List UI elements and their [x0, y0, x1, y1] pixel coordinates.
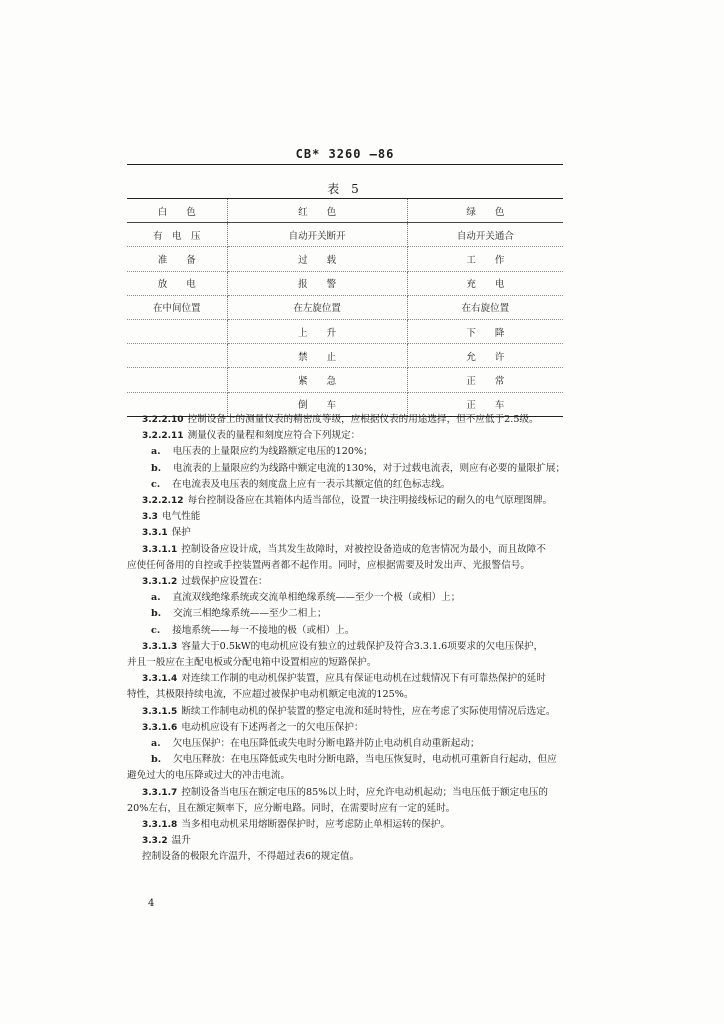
clause-text: 交流三相绝缘系统——至少二相上；	[173, 608, 327, 620]
paragraph	[127, 801, 563, 817]
paragraph	[127, 817, 563, 833]
clause-number: a.	[151, 738, 161, 750]
clause-text: 温升	[171, 835, 191, 847]
paragraph	[127, 785, 563, 801]
table-cell: 自动开关断开	[227, 223, 407, 247]
table-cell: 报 警	[227, 271, 407, 295]
clause-number: b.	[151, 754, 162, 766]
paragraph	[127, 606, 563, 622]
table-cell: 放 电	[127, 271, 227, 295]
paragraph	[127, 444, 563, 460]
clause-number: 3.2.2.12	[142, 496, 184, 507]
table-cell: 有 电 压	[127, 223, 227, 247]
clause-text: 欠电压释放：在电压降低或失电时分断电路，当电压恢复时，电动机可重新自行起动，但应	[173, 754, 557, 766]
table-cell: 自动开关通合	[407, 223, 563, 247]
table-row	[127, 344, 563, 368]
table-cell	[127, 344, 227, 368]
paragraph	[127, 428, 563, 444]
paragraph	[127, 525, 563, 541]
paragraph	[127, 542, 563, 558]
clause-text: 接地系统——每一不接地的极（或相）上。	[172, 624, 355, 636]
clause-text: 直流双线绝缘系统或交流单相绝缘系统——至少一个极（或相）上；	[172, 592, 461, 604]
clause-text: 断续工作制电动机的保护装置的整定电流和延时特性，应在考虑了实际使用情况后选定。	[181, 705, 556, 717]
table-row	[127, 295, 563, 319]
paragraph	[127, 461, 566, 477]
clause-text: 电气性能	[161, 511, 201, 523]
clause-number: 3.3.1.1	[142, 544, 178, 555]
clause-number: 3.3.1.3	[142, 641, 178, 652]
table-row	[127, 271, 563, 295]
paragraph	[127, 687, 563, 703]
paragraph	[127, 671, 563, 687]
table-cell: 下 降	[407, 319, 563, 343]
paragraph	[127, 768, 563, 784]
standard-code: CB* 3260 —86	[295, 147, 395, 161]
clause-text: 测量仪表的量程和刻度应符合下列规定：	[187, 430, 361, 442]
paragraph	[127, 720, 563, 736]
clause-text: 保护	[171, 527, 191, 539]
table-row	[127, 368, 563, 392]
table-row	[127, 247, 563, 271]
clause-number: 3.3.1.2	[142, 577, 178, 588]
table-cell: 过 载	[227, 247, 407, 271]
clause-text: 控制设备应设计成，当其发生故障时，对被控设备造成的危害情况为最小，而且故障不	[181, 543, 546, 555]
paragraph	[127, 849, 563, 865]
table-title: 表 5	[327, 182, 363, 196]
clause-text: 过载保护应设置在：	[181, 576, 268, 588]
page-number: 4	[148, 898, 155, 909]
table-cell	[127, 368, 227, 392]
clause-text: 控制设备的极限允许温升，不得超过表6的规定值。	[142, 851, 360, 863]
clause-number: a.	[151, 446, 161, 458]
clause-number: 3.3.1.4	[142, 674, 178, 685]
paragraph	[127, 639, 563, 655]
table-header-cell: 白 色	[127, 199, 227, 223]
paragraph	[127, 736, 563, 752]
table-cell: 充 电	[407, 271, 563, 295]
paragraph	[127, 623, 563, 639]
clause-number: 3.3	[142, 512, 158, 523]
table-cell: 允 许	[407, 344, 563, 368]
paragraph	[127, 704, 563, 720]
clause-text: 对连续工作制的电动机保护装置，应具有保证电动机在过载情况下有可靠热保护的延时	[181, 673, 546, 685]
clause-number: 3.3.1	[142, 528, 168, 539]
clause-number: c.	[151, 478, 161, 490]
paragraph	[127, 752, 563, 768]
clause-number: c.	[151, 624, 161, 636]
clause-number: 3.2.2.10	[142, 415, 184, 425]
paragraph	[127, 590, 563, 606]
clause-number: 3.3.1.7	[142, 787, 178, 798]
clause-text: 控制设备当电压在额定电压的85%以上时，应允许电动机起动；当电压低于额定电压的	[181, 786, 549, 798]
table-cell: 在左旋位置	[227, 295, 407, 319]
table-cell: 准 备	[127, 247, 227, 271]
indicator-color-table	[127, 198, 563, 417]
clause-text: 避免过大的电压降或过大的冲击电流。	[127, 770, 291, 782]
table-header-cell: 绿 色	[407, 199, 563, 223]
table-row	[127, 223, 563, 247]
table-cell: 紧 急	[227, 368, 407, 392]
clause-text: 控制设备上的测量仪表的精密度等级，应根据仪表的用途选择，但不应低于2.5级。	[187, 414, 539, 425]
paragraph	[127, 558, 563, 574]
paragraph	[127, 493, 563, 509]
paragraph	[127, 833, 563, 849]
paragraph	[127, 574, 563, 590]
clause-text: 每台控制设备应在其箱体内适当部位，设置一块注明接线标记的耐久的电气原理图牌。	[187, 495, 553, 507]
paragraph	[127, 509, 563, 525]
table-cell: 上 升	[227, 319, 407, 343]
clause-text: 当多相电动机采用熔断器保护时，应考虑防止单相运转的保护。	[181, 819, 450, 831]
clause-number: 3.3.1.6	[142, 722, 178, 733]
table-header-cell: 红 色	[227, 199, 407, 223]
clause-text: 应使任何备用的自控或手控装置两者都不起作用。同时，应根据需要及时发出声、光报警信号。	[127, 559, 530, 571]
table-cell	[127, 319, 227, 343]
paragraph	[127, 412, 563, 428]
clause-number: 3.3.1.5	[142, 706, 178, 717]
table-cell: 工 作	[407, 247, 563, 271]
clause-text: 并且一般应在主配电板或分配电箱中设置相应的短路保护。	[127, 657, 377, 669]
table-row	[127, 319, 563, 343]
table-cell: 禁 止	[227, 344, 407, 368]
table-cell: 倒 车	[227, 392, 407, 416]
clause-text: 在电流表及电压表的刻度盘上应有一表示其额定值的红色标志线。	[172, 478, 451, 490]
clause-number: 3.2.2.11	[142, 431, 184, 442]
table-cell: 正 常	[407, 368, 563, 392]
clause-text: 电流表的上量限应约为线路中额定电流的130%，对于过载电流表，则应有必要的量限扩展；	[173, 462, 566, 474]
clause-text: 电动机应设有下述两者之一的欠电压保护：	[181, 721, 364, 733]
clause-number: b.	[151, 608, 162, 620]
table-cell: 在中间位置	[127, 295, 227, 319]
table-cell: 正 车	[407, 392, 563, 416]
header-rule	[127, 164, 563, 165]
paragraph	[127, 655, 563, 671]
paragraph	[127, 477, 563, 493]
body-text	[127, 412, 566, 866]
clause-number: 3.3.1.8	[142, 820, 178, 831]
clause-text: 容量大于0.5kW的电动机应设有独立的过载保护及符合3.3.1.6项要求的欠电压保护，	[181, 640, 544, 652]
clause-number: 3.3.2	[142, 836, 168, 847]
table-header-row	[127, 199, 563, 223]
clause-number: a.	[151, 592, 161, 604]
clause-number: b.	[151, 462, 162, 474]
clause-text: 20%左右，且在额定频率下，应分断电路。同时，在需要时应有一定的延时。	[127, 802, 456, 814]
clause-text: 电压表的上量限应约为线路额定电压的120%；	[172, 446, 373, 458]
clause-text: 欠电压保护：在电压降低或失电时分断电路并防止电动机自动重新起动；	[172, 738, 480, 750]
clause-text: 特性，其极限持续电流，不应超过被保护电动机额定电流的125%。	[127, 689, 414, 701]
table-cell: 在右旋位置	[407, 295, 563, 319]
